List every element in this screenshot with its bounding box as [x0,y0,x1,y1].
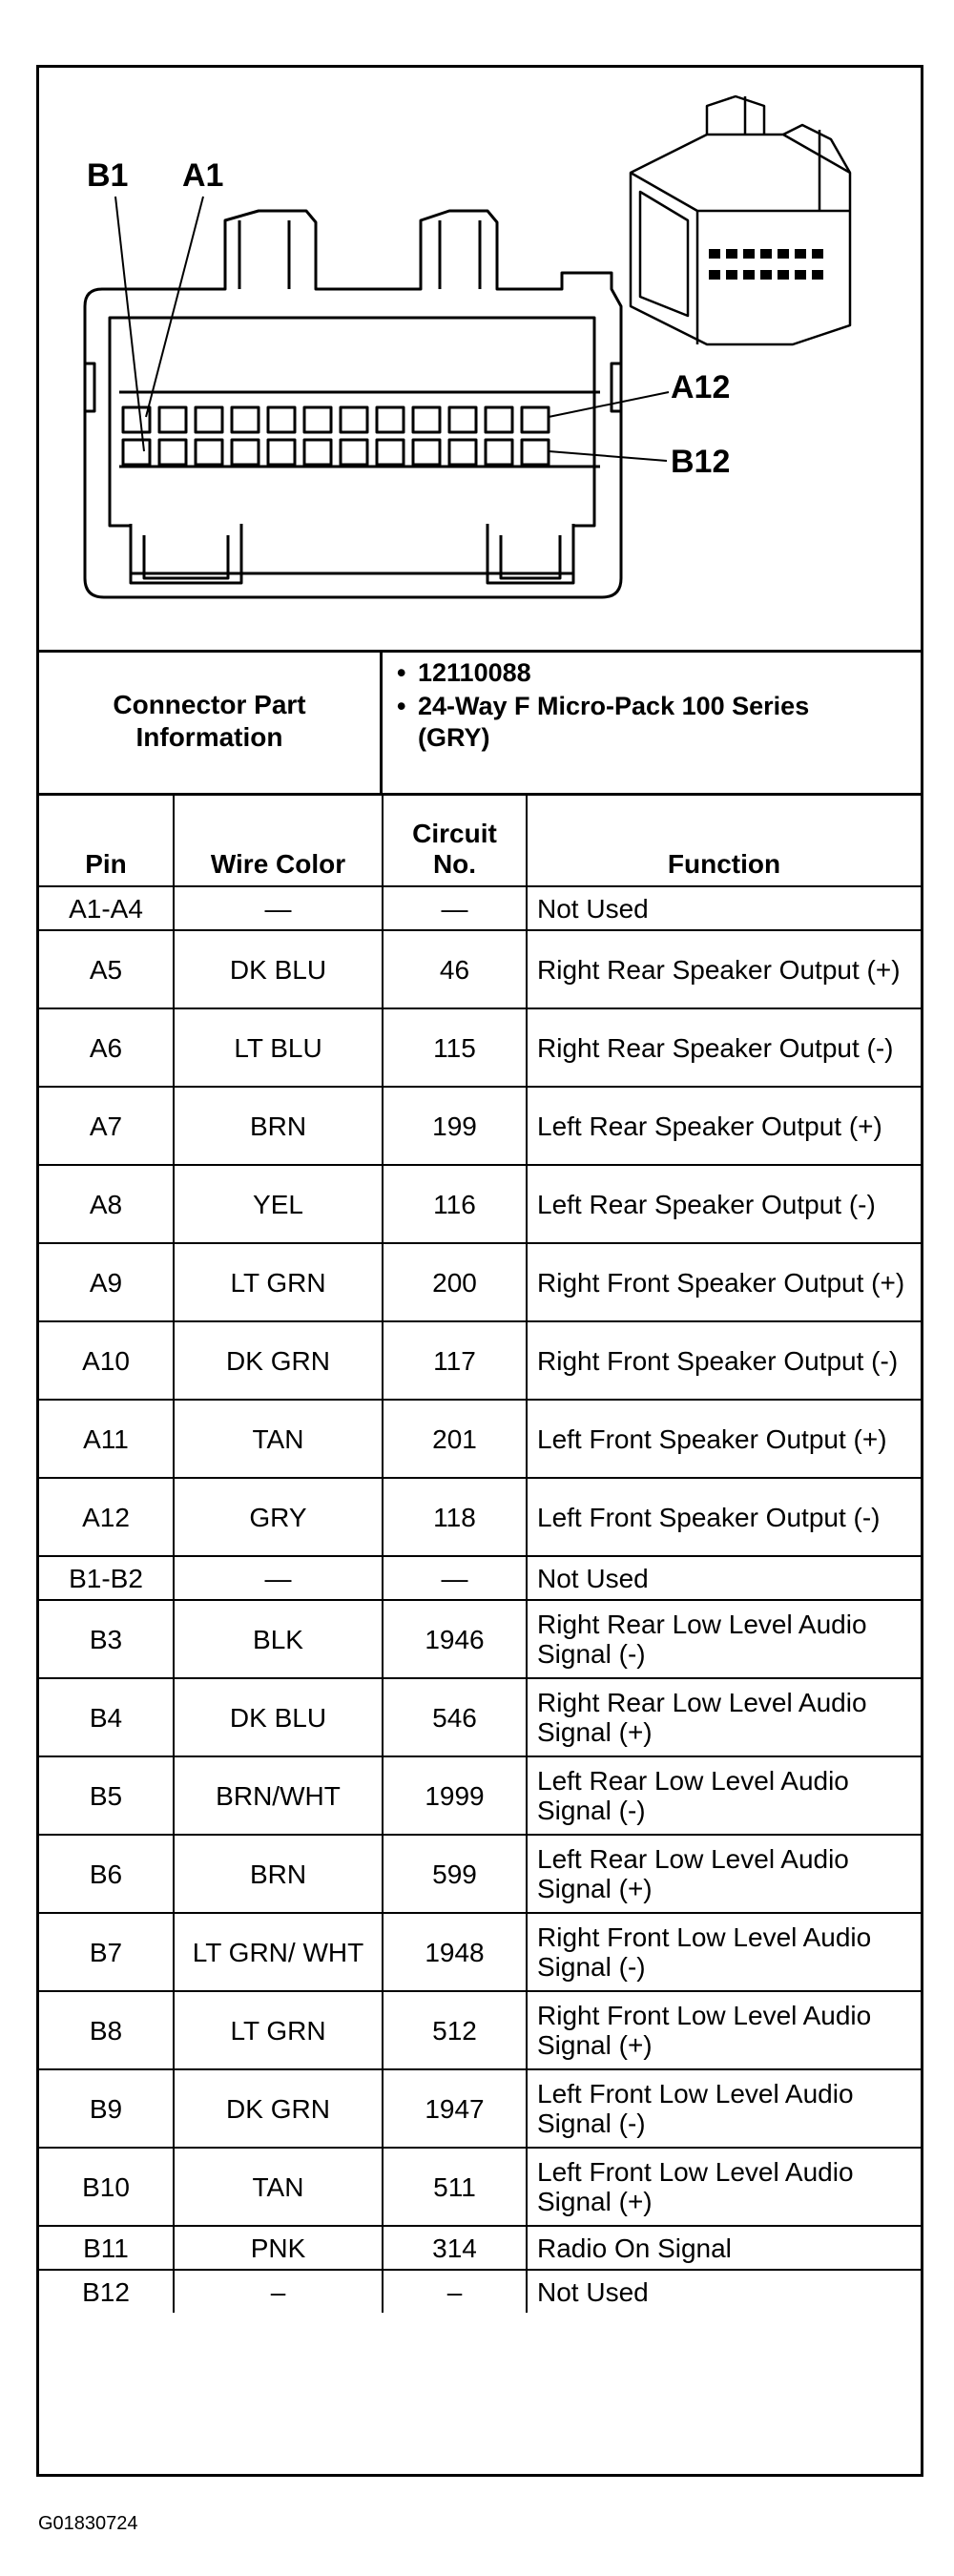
pin-cell: A8 [39,1165,174,1243]
table-row [39,2270,921,2313]
table-row [39,1165,921,1243]
pin-cell: B1-B2 [39,1556,174,1600]
table-row [39,2148,921,2226]
pin-cell: A10 [39,1321,174,1400]
circuit-cell: 199 [383,1087,527,1165]
circuit-cell: 1948 [383,1913,527,1991]
pin-cell: B7 [39,1913,174,1991]
pin-cell: A1-A4 [39,886,174,930]
circuit-cell: 115 [383,1008,527,1087]
circuit-cell: 599 [383,1835,527,1913]
connector-isometric-view [631,96,850,344]
pin-cell: A11 [39,1400,174,1478]
wire-color-cell: BRN/WHT [174,1756,383,1835]
function-cell: Not Used [527,2270,921,2313]
function-cell: Radio On Signal [527,2226,921,2270]
wire-color-cell: DK BLU [174,1678,383,1756]
pinout-table [39,796,921,2313]
callout-b12: B12 [671,444,731,480]
function-cell: Left Front Speaker Output (-) [527,1478,921,1556]
table-row [39,930,921,1008]
circuit-cell: — [383,886,527,930]
table-row [39,1835,921,1913]
wire-color-cell: PNK [174,2226,383,2270]
circuit-cell: 46 [383,930,527,1008]
table-row [39,1243,921,1321]
pin-cell: B5 [39,1756,174,1835]
table-row [39,1556,921,1600]
table-row [39,2069,921,2148]
function-cell: Not Used [527,886,921,930]
circuit-cell: 1947 [383,2069,527,2148]
callout-b1: B1 [87,157,129,194]
wire-color-cell: DK GRN [174,1321,383,1400]
circuit-cell: 117 [383,1321,527,1400]
circuit-cell: – [383,2270,527,2313]
table-row [39,886,921,930]
table-row [39,1008,921,1087]
connector-part-info-label: Connector Part Information [39,650,383,793]
pin-cell: B11 [39,2226,174,2270]
circuit-cell: 200 [383,1243,527,1321]
wire-color-cell: YEL [174,1165,383,1243]
function-cell: Left Front Low Level Audio Signal (+) [527,2148,921,2226]
wire-color-cell: LT GRN [174,1991,383,2069]
wire-color-cell: TAN [174,2148,383,2226]
pin-cell: B6 [39,1835,174,1913]
circuit-cell: 116 [383,1165,527,1243]
circuit-cell: 118 [383,1478,527,1556]
function-cell: Right Rear Low Level Audio Signal (+) [527,1678,921,1756]
pin-cell: A12 [39,1478,174,1556]
table-row [39,1321,921,1400]
connector-sheet [36,65,923,2477]
table-row [39,1678,921,1756]
header-pin: Pin [39,796,174,886]
function-cell: Right Rear Low Level Audio Signal (-) [527,1600,921,1678]
pin-cell: A6 [39,1008,174,1087]
wire-color-cell: BRN [174,1835,383,1913]
pin-cell: B4 [39,1678,174,1756]
circuit-cell: 546 [383,1678,527,1756]
header-circuit-no: Circuit No. [383,796,527,886]
table-row [39,2226,921,2270]
circuit-cell: 314 [383,2226,527,2270]
table-row [39,1756,921,1835]
table-row [39,1087,921,1165]
circuit-cell: 511 [383,2148,527,2226]
connector-description: • 24-Way F Micro-Pack 100 Series (GRY) [397,691,819,754]
wire-color-cell: – [174,2270,383,2313]
pin-cell: B12 [39,2270,174,2313]
part-number: • 12110088 [397,657,819,689]
callout-a1: A1 [182,157,224,194]
connector-isometric-cavities [709,249,823,280]
function-cell: Left Front Low Level Audio Signal (-) [527,2069,921,2148]
function-cell: Left Front Speaker Output (+) [527,1400,921,1478]
pinout-header-row [39,796,921,886]
function-cell: Right Front Speaker Output (-) [527,1321,921,1400]
callout-a12: A12 [671,369,731,405]
pin-cell: A9 [39,1243,174,1321]
wire-color-cell: LT BLU [174,1008,383,1087]
figure-id: G01830724 [38,2513,138,2534]
connector-face-drawing [39,68,921,650]
circuit-cell: — [383,1556,527,1600]
function-cell: Left Rear Low Level Audio Signal (+) [527,1835,921,1913]
table-row [39,1400,921,1478]
function-cell: Not Used [527,1556,921,1600]
table-row [39,1478,921,1556]
connector-part-info [39,650,921,796]
wire-color-cell: LT GRN [174,1243,383,1321]
function-cell: Left Rear Speaker Output (+) [527,1087,921,1165]
wire-color-cell: — [174,886,383,930]
table-row [39,1913,921,1991]
circuit-cell: 512 [383,1991,527,2069]
wire-color-cell: — [174,1556,383,1600]
pin-cell: B3 [39,1600,174,1678]
wire-color-cell: BRN [174,1087,383,1165]
connector-part-info-list [397,657,819,754]
function-cell: Right Front Low Level Audio Signal (+) [527,1991,921,2069]
wire-color-cell: BLK [174,1600,383,1678]
function-cell: Right Front Speaker Output (+) [527,1243,921,1321]
table-row [39,1600,921,1678]
function-cell: Left Rear Low Level Audio Signal (-) [527,1756,921,1835]
header-function: Function [527,796,921,886]
circuit-cell: 1999 [383,1756,527,1835]
circuit-cell: 1946 [383,1600,527,1678]
pin-cell: B8 [39,1991,174,2069]
wire-color-cell: TAN [174,1400,383,1478]
pin-cell: A7 [39,1087,174,1165]
wire-color-cell: GRY [174,1478,383,1556]
connector-diagram [39,68,921,653]
pin-cell: B10 [39,2148,174,2226]
function-cell: Right Front Low Level Audio Signal (-) [527,1913,921,1991]
pin-cell: B9 [39,2069,174,2148]
header-wire-color: Wire Color [174,796,383,886]
function-cell: Left Rear Speaker Output (-) [527,1165,921,1243]
wire-color-cell: DK BLU [174,930,383,1008]
pinout-rows [39,886,921,2313]
circuit-cell: 201 [383,1400,527,1478]
wire-color-cell: DK GRN [174,2069,383,2148]
wire-color-cell: LT GRN/ WHT [174,1913,383,1991]
table-row [39,1991,921,2069]
function-cell: Right Rear Speaker Output (+) [527,930,921,1008]
pin-cell: A5 [39,930,174,1008]
function-cell: Right Rear Speaker Output (-) [527,1008,921,1087]
